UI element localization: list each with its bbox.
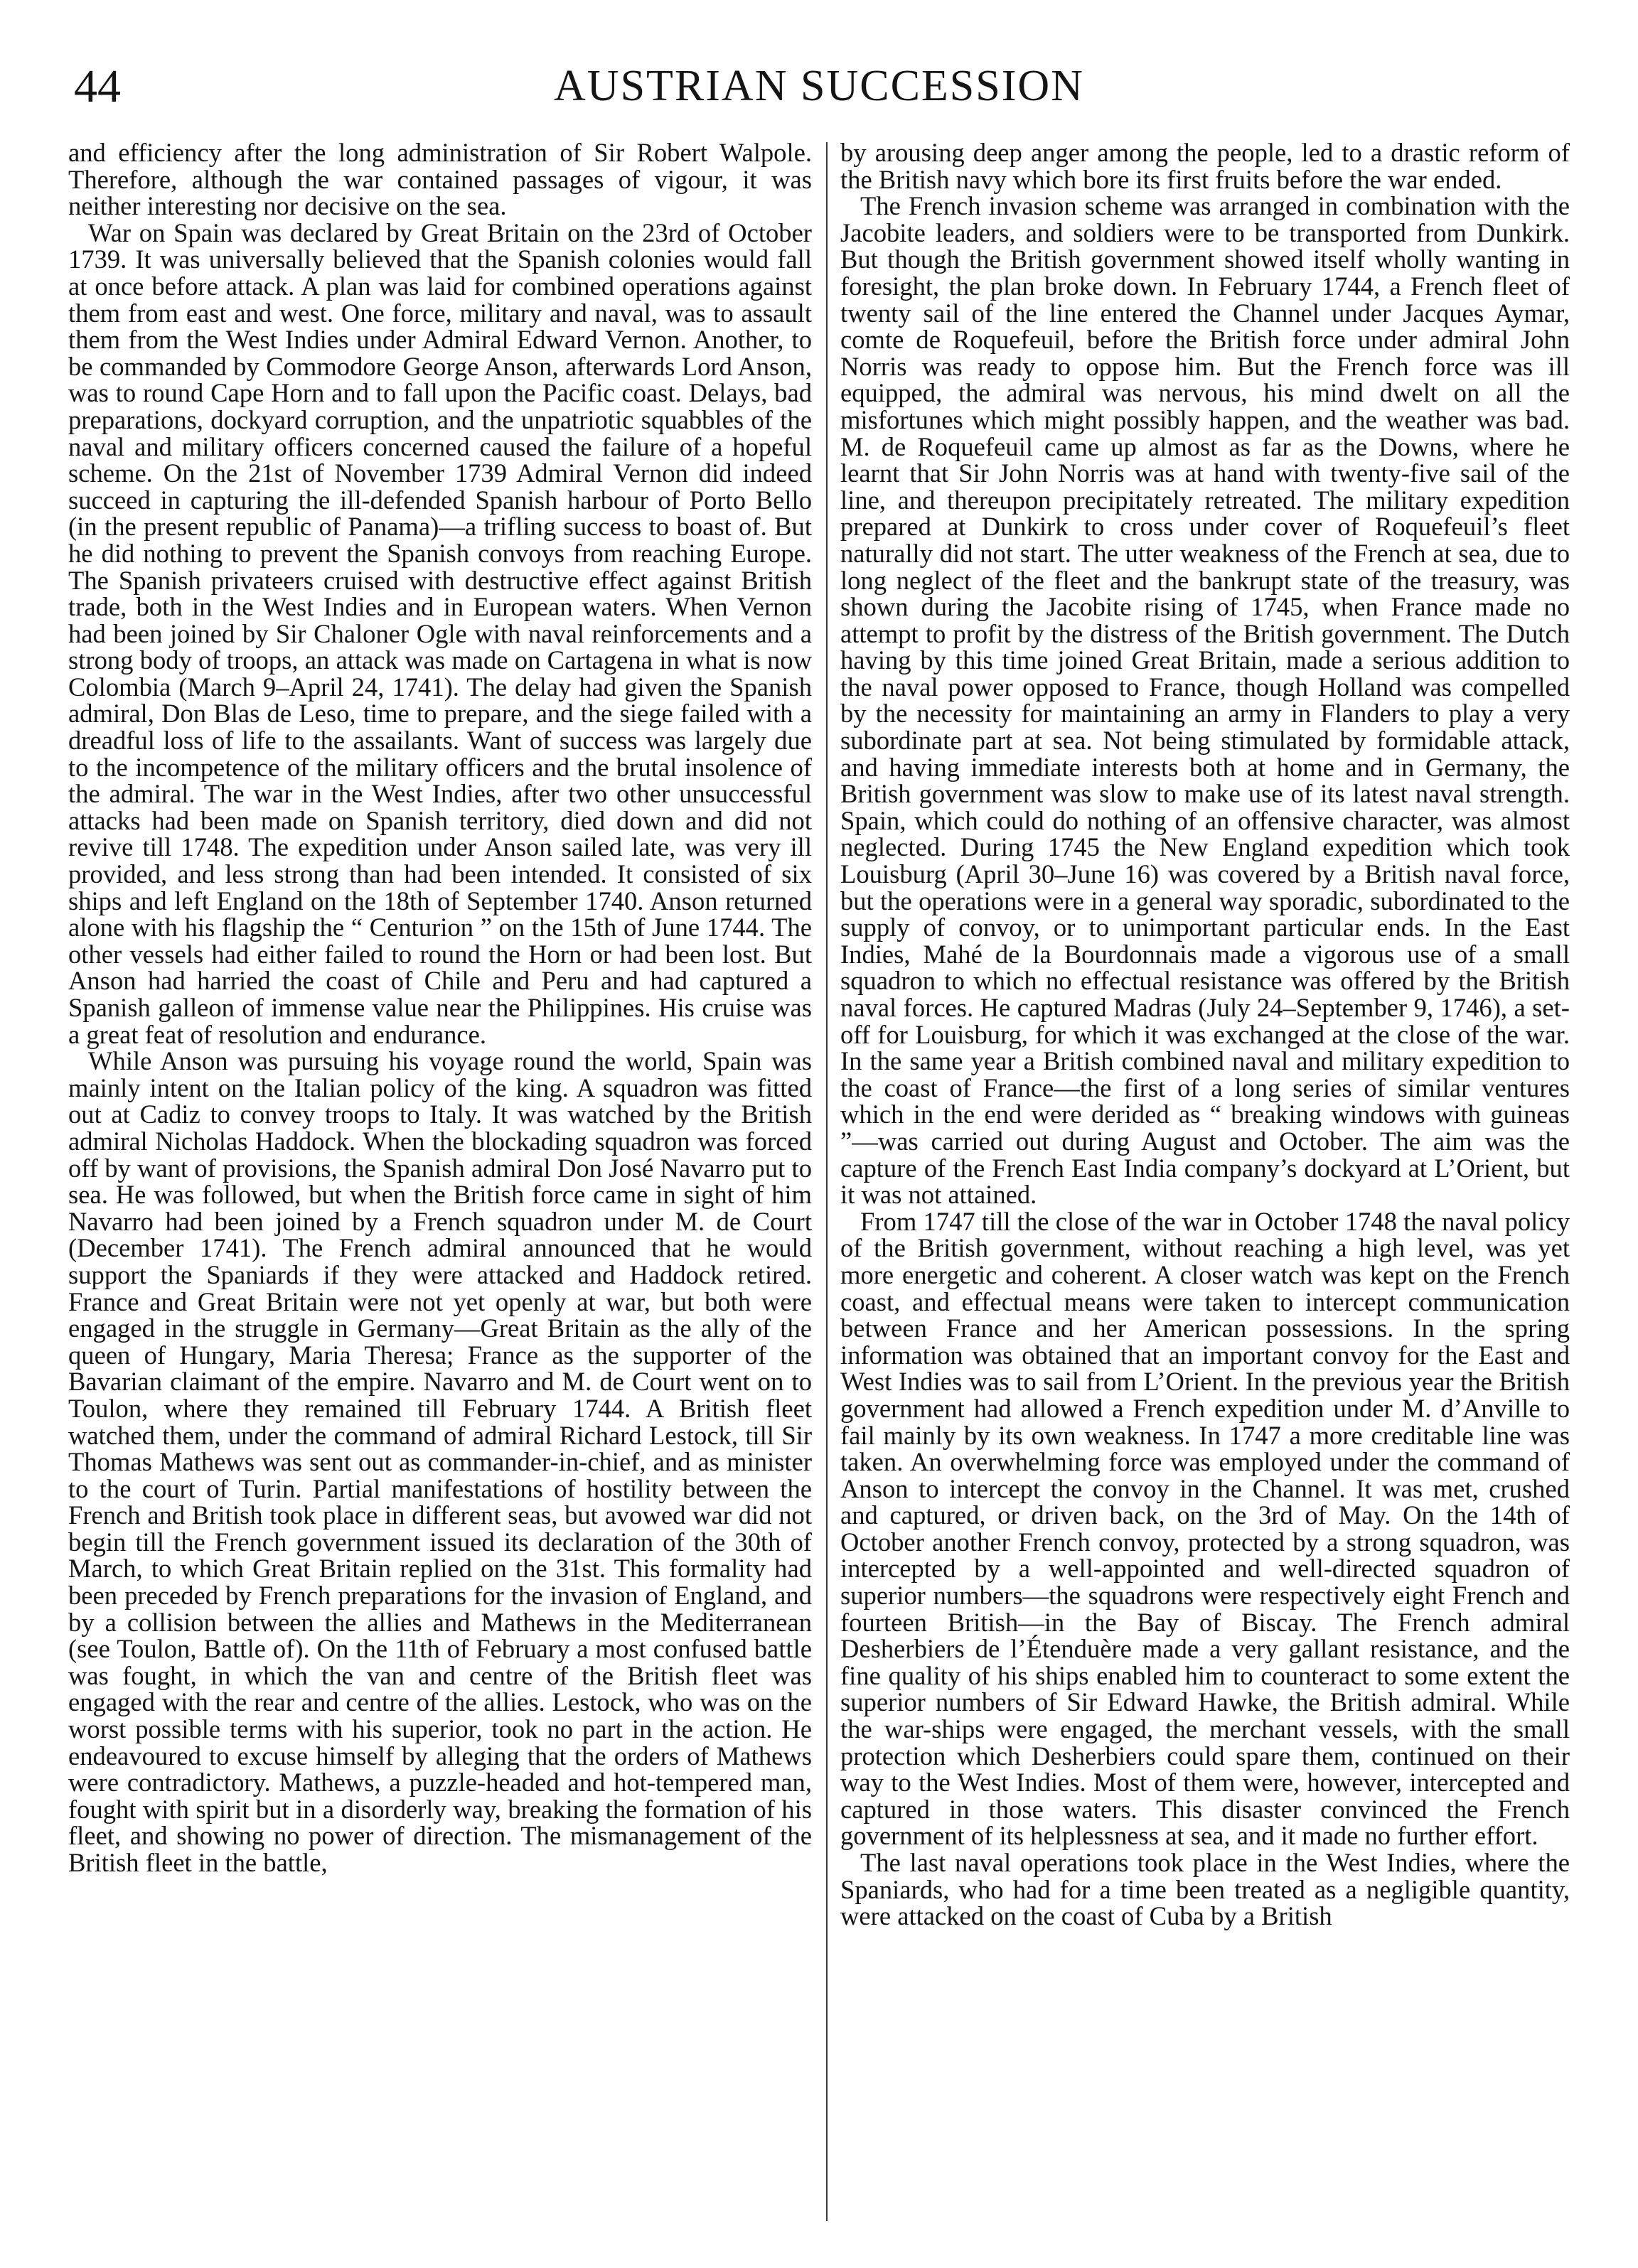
paragraph: War on Spain was declared by Great Britain on the 23rd of October 1739. It was universally believed that the Spanish colonies would fall at once before attack. A plan was laid for combined operations against them from east and west. One force, military and naval, was to assault them from the West Indies under Admiral Edward Vernon. Another, to be commanded by Commodore George Anson, afterwards Lord Anson, was to round Cape Horn and to fall upon the Pacific coast. Delays, bad preparations, dockyard corruption, and the unpatriotic squabbles of the naval and military officers concerned caused the failure of a hopeful scheme. On the 21st of November 1739 Admiral Vernon did indeed succeed in capturing the ill-defended Spanish harbour of Porto Bello (in the present republic of Panama)—a trifling success to boast of. But he did nothing to prevent the Spanish convoys from reaching Europe. The Spanish privateers cruised with destructive effect against British trade, both in the West Indies and in European waters. When Vernon had been joined by Sir Chaloner Ogle with naval reinforcements and a strong body of troops, an attack was made on Cartagena in what is now Colombia (March 9–April 24, 1741). The delay had given the Spanish admiral, Don Blas de Leso, time to prepare, and the siege failed with a dreadful loss of life to the assailants. Want of success was largely due to the incompetence of the military officers and the brutal insolence of the admiral. The war in the West Indies, after two other unsuccessful attacks had been made on Spanish territory, died down and did not revive till 1748. The expedition under Anson sailed late, was very ill provided, and less strong than had been intended. It consisted of six ships and left England on the 18th of September 1740. Anson returned alone with his flagship the “ Centurion ” on the 15th of June 1744. The other vessels had either failed to round the Horn or had been lost. But Anson had harried the coast of Chile and Peru and had captured a Spanish galleon of immense value near the Philippines. His cruise was a great feat of resolution and endurance. bbox=[68, 217, 812, 1049]
paragraph: and efficiency after the long administration of Sir Robert Walpole. Therefore, although the war contained passages of vigour, it was neither interesting nor decisive on the sea. bbox=[68, 139, 812, 221]
paragraph: The French invasion scheme was arranged in combination with the Jacobite leaders, and soldiers were to be transported from Dunkirk. But though the British government showed itself wholly wanting in foresight, the plan broke down. In February 1744, a French fleet of twenty sail of the line entered the Channel under Jacques Aymar, comte de Roquefeuil, before the British force under admiral John Norris was ready to oppose him. But the French force was ill equipped, the admiral was nervous, his mind dwelt on all the misfortunes which might possibly happen, and the weather was bad. M. de Roquefeuil came up almost as far as the Downs, where he learnt that Sir John Norris was at hand with twenty-five sail of the line, and thereupon precipitately retreated. The military expedition prepared at Dunkirk to cross under cover of Roquefeuil’s fleet naturally did not start. The utter weakness of the French at sea, due to long neglect of the fleet and the bankrupt state of the treasury, was shown during the Jacobite rising of 1745, when France made no attempt to profit by the distress of the British government. The Dutch having by this time joined Great Britain, made a serious addition to the naval power opposed to France, though Holland was compelled by the necessity for maintaining an army in Flanders to play a very subordinate part at sea. Not being stimulated by formidable attack, and having immediate interests both at home and in Germany, the British government was slow to make use of its latest naval strength. Spain, which could do nothing of an offensive character, was almost neglected. During 1745 the New England expedition which took Louisburg (April 30–June 16) was covered by a British naval force, but the operations were in a general way sporadic, subordinated to the supply of convoy, or to unimportant particular ends. In the East Indies, Mahé de la Bourdonnais made a vigorous use of a small squadron to which no effectual resistance was offered by the British naval forces. He captured Madras (July 24–September 9, 1746), a set-off for Louisburg, for which it was exchanged at the close of the war. In the same year a British combined naval and military expedition to the coast of France—the first of a long series of similar ventures which in the end were derided as “ breaking windows with guineas ”—was carried out during August and October. The aim was the capture of the French East India company’s dockyard at L’Orient, but it was not attained. bbox=[840, 191, 1570, 1210]
running-title: AUSTRIAN SUCCESSION bbox=[554, 62, 1084, 110]
paragraph: The last naval operations took place in the West Indies, where the Spaniards, who had for a time been treated as a negligible quantity, were attacked on the coast of Cuba by a British bbox=[840, 1848, 1570, 1931]
paragraph: From 1747 till the close of the war in October 1748 the naval policy of the British government, without reaching a high level, was yet more energetic and coherent. A closer watch was kept on the French coast, and effectual means were taken to intercept communication between France and her American possessions. In the spring information was obtained that an important convoy for the East and West Indies was to sail from L’Orient. In the previous year the British government had allowed a French expedition under M. d’Anville to fail mainly by its own weakness. In 1747 a more creditable line was taken. An overwhelming force was employed under the command of Anson to intercept the convoy in the Channel. It was met, crushed and captured, or driven back, on the 3rd of May. On the 14th of October another French convoy, protected by a strong squadron, was intercepted by a well-appointed and well-directed squadron of superior numbers—the squadrons were respectively eight French and fourteen British—in the Bay of Biscay. The French admiral Desherbiers de l’Étenduère made a very gallant resistance, and the fine quality of his ships enabled him to counteract to some extent the superior numbers of Sir Edward Hawke, the British admiral. While the war-ships were engaged, the merchant vessels, with the small protection which Desherbiers could spare them, continued on their way to the West Indies. Most of them were, however, intercepted and captured in those waters. This disaster convinced the French government of its helplessness at sea, and it made no further effort. bbox=[840, 1206, 1570, 1851]
left-column bbox=[68, 139, 812, 2225]
paragraph: While Anson was pursuing his voyage round the world, Spain was mainly intent on the Italian policy of the king. A squadron was fitted out at Cadiz to convey troops to Italy. It was watched by the British admiral Nicholas Haddock. When the blockading squadron was forced off by want of provisions, the Spanish admiral Don José Navarro put to sea. He was followed, but when the British force came in sight of him Navarro had been joined by a French squadron under M. de Court (December 1741). The French admiral announced that he would support the Spaniards if they were attacked and Haddock retired. France and Great Britain were not yet openly at war, but both were engaged in the struggle in Germany—Great Britain as the ally of the queen of Hungary, Maria Theresa; France as the supporter of the Bavarian claimant of the empire. Navarro and M. de Court went on to Toulon, where they remained till February 1744. A British fleet watched them, under the command of admiral Richard Lestock, till Sir Thomas Mathews was sent out as commander-in-chief, and as minister to the court of Turin. Partial manifestations of hostility between the French and British took place in different seas, but avowed war did not begin till the French government issued its declaration of the 30th of March, to which Great Britain replied on the 31st. This formality had been preceded by French preparations for the invasion of England, and by a collision between the allies and Mathews in the Mediterranean (see Toulon, Battle of). On the 11th of February a most confused battle was fought, in which the van and centre of the British fleet was engaged with the rear and centre of the allies. Lestock, who was on the worst possible terms with his superior, took no part in the action. He endeavoured to excuse himself by alleging that the orders of Mathews were contradictory. Mathews, a puzzle-headed and hot-tempered man, fought with spirit but in a disorderly way, breaking the formation of his fleet, and showing no power of direction. The mismanagement of the British fleet in the battle, bbox=[68, 1046, 812, 1877]
column-rule bbox=[826, 142, 828, 2221]
right-column bbox=[840, 139, 1570, 2225]
page-number: 44 bbox=[74, 60, 121, 112]
paragraph: by arousing deep anger among the people, led to a drastic reform of the British navy which bore its first fruits before the war ended. bbox=[840, 139, 1570, 194]
